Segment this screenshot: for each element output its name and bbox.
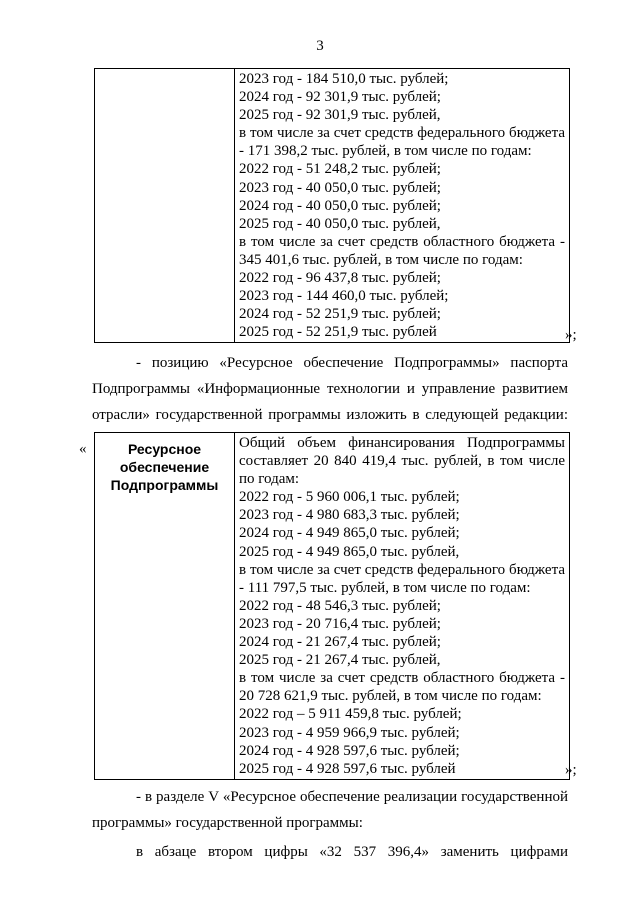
paragraph-line: отрасли» государственной программы изложить в следующей редакции: [92,407,568,423]
resource-table [94,432,570,780]
funding-line: 2024 год - 92 301,9 тыс. рублей; [239,89,441,106]
heading-line: Ресурсное [127,441,202,457]
page-number: 3 [316,38,324,54]
resource-table-continued [94,68,570,343]
funding-line: 2022 год – 5 911 459,8 тыс. рублей; [239,706,462,723]
funding-line: - 171 398,2 тыс. рублей, в том числе по годам: [239,143,532,160]
funding-line: по годам: [239,471,300,488]
funding-line: 2023 год - 20 716,4 тыс. рублей; [239,615,441,632]
funding-line: 2023 год - 4 980 683,3 тыс. рублей; [239,507,460,524]
funding-line: составляет 20 840 419,4 тыс. рублей, в том числе [239,453,565,470]
funding-line: в том числе за счет средств федерального бюджета [239,561,565,578]
heading-line: обеспечение [119,459,210,475]
paragraph-line: в абзаце втором цифры «32 537 396,4» заменить цифрами [136,844,568,860]
funding-line: 2022 год - 96 437,8 тыс. рублей; [239,270,441,287]
heading-cell [95,433,235,780]
funding-line: - 111 797,5 тыс. рублей, в том числе по годам: [239,579,531,596]
funding-line: 2022 год - 51 248,2 тыс. рублей; [239,161,441,178]
funding-line: в том числе за счет средств областного бюджета - [239,670,565,687]
funding-line: 2025 год - 92 301,9 тыс. рублей, [239,107,441,124]
paragraph-line: программы» государственной программы: [92,815,363,831]
closing-quote-mark: »; [565,762,577,778]
funding-line: 2025 год - 52 251,9 тыс. рублей [239,324,437,341]
funding-line: 2024 год - 4 949 865,0 тыс. рублей; [239,525,460,542]
funding-line: 2025 год - 4 928 597,6 тыс. рублей [239,760,456,777]
empty-left-cell [95,69,235,343]
funding-line: 2024 год - 40 050,0 тыс. рублей; [239,197,441,214]
funding-line: 20 728 621,9 тыс. рублей, в том числе по годам: [239,688,542,705]
closing-quote-mark: »; [565,327,577,343]
funding-line: в том числе за счет средств областного бюджета - [239,233,565,250]
funding-line: 2023 год - 184 510,0 тыс. рублей; [239,71,449,87]
funding-line: 2024 год - 21 267,4 тыс. рублей; [239,634,441,651]
funding-line: 345 401,6 тыс. рублей, в том числе по годам: [239,251,523,268]
funding-line: 2025 год - 40 050,0 тыс. рублей, [239,215,441,232]
funding-line: Общий объем финансирования Подпрограммы [239,435,565,451]
funding-line: 2025 год - 4 949 865,0 тыс. рублей, [239,543,460,560]
funding-line: 2023 год - 144 460,0 тыс. рублей; [239,288,449,305]
funding-line: в том числе за счет средств федерального бюджета [239,125,565,142]
paragraph-line: Подпрограммы «Информационные технологии и управление развитием [92,381,568,397]
paragraph-line: - в разделе V «Ресурсное обеспечение реализации государственной [136,789,568,805]
funding-cell [235,69,570,343]
funding-line: 2023 год - 40 050,0 тыс. рублей; [239,179,441,196]
funding-line: 2024 год - 52 251,9 тыс. рублей; [239,306,441,323]
heading-line: Подпрограммы [110,477,219,493]
funding-line: 2023 год - 4 959 966,9 тыс. рублей; [239,724,460,741]
opening-quote-mark: « [79,441,87,457]
funding-line: 2022 год - 48 546,3 тыс. рублей; [239,597,441,614]
funding-line: 2022 год - 5 960 006,1 тыс. рублей; [239,489,460,506]
paragraph-line: - позицию «Ресурсное обеспечение Подпрограммы» паспорта [136,355,568,371]
funding-line: 2025 год - 21 267,4 тыс. рублей, [239,652,441,669]
funding-line: 2024 год - 4 928 597,6 тыс. рублей; [239,742,460,759]
funding-cell [235,433,570,780]
